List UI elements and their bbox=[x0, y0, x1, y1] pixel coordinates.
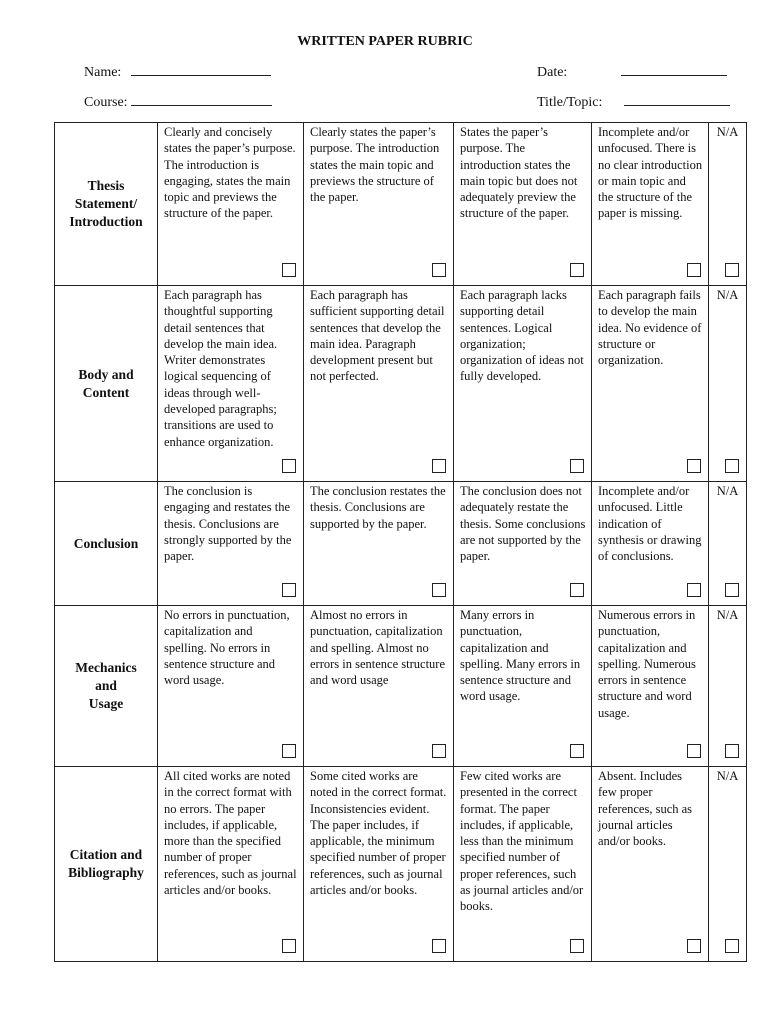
na-cell bbox=[709, 286, 747, 482]
cell-description: The conclusion restates the thesis. Conclusions are supported by the paper. bbox=[310, 484, 446, 531]
rubric-row-conclusion bbox=[55, 482, 747, 606]
score-checkbox[interactable] bbox=[282, 939, 296, 953]
date-field[interactable] bbox=[537, 63, 727, 81]
rubric-cell-level-4 bbox=[592, 123, 709, 286]
title-topic-label: Title/Topic: bbox=[537, 95, 603, 110]
date-blank[interactable] bbox=[621, 63, 727, 76]
name-blank[interactable] bbox=[131, 63, 271, 76]
na-label: N/A bbox=[716, 769, 739, 783]
rubric-cell-level-2 bbox=[304, 123, 454, 286]
score-checkbox[interactable] bbox=[570, 583, 584, 597]
na-checkbox[interactable] bbox=[725, 744, 739, 758]
score-checkbox[interactable] bbox=[687, 939, 701, 953]
score-checkbox[interactable] bbox=[432, 939, 446, 953]
rubric-cell-level-4 bbox=[592, 482, 709, 606]
cell-description: The conclusion is engaging and restates the thesis. Conclusions are strongly supported by the paper. bbox=[164, 484, 292, 564]
rubric-cell-level-1 bbox=[158, 482, 304, 606]
rubric-cell-level-3 bbox=[454, 767, 592, 962]
rubric-cell-level-3 bbox=[454, 606, 592, 767]
na-checkbox[interactable] bbox=[725, 459, 739, 473]
rubric-cell-level-1 bbox=[158, 123, 304, 286]
criterion-heading-text: Conclusion bbox=[73, 535, 139, 551]
na-cell bbox=[709, 123, 747, 286]
cell-description: Clearly and concisely states the paper’s purpose. The introduction is engaging, states the main topic and previews the structure of the paper. bbox=[164, 125, 296, 221]
course-field[interactable] bbox=[84, 93, 272, 111]
na-cell bbox=[709, 767, 747, 962]
criterion-heading bbox=[55, 606, 158, 767]
score-checkbox[interactable] bbox=[432, 583, 446, 597]
criterion-heading-text: Mechanics and Usage bbox=[75, 660, 137, 711]
score-checkbox[interactable] bbox=[570, 939, 584, 953]
na-checkbox[interactable] bbox=[725, 939, 739, 953]
course-label: Course: bbox=[84, 95, 128, 110]
cell-description: Each paragraph has thoughtful supporting detail sentences that develop the main idea. Writer demonstrates logical sequencing of ideas through well-developed paragraphs; transitions are used to enhance organization. bbox=[164, 288, 278, 449]
score-checkbox[interactable] bbox=[687, 583, 701, 597]
score-checkbox[interactable] bbox=[570, 263, 584, 277]
criterion-heading bbox=[55, 286, 158, 482]
score-checkbox[interactable] bbox=[432, 744, 446, 758]
cell-description: Incomplete and/or unfocused. Little indication of synthesis or drawing of conclusions. bbox=[598, 484, 702, 564]
rubric-cell-level-2 bbox=[304, 767, 454, 962]
rubric-cell-level-2 bbox=[304, 606, 454, 767]
cell-description: Few cited works are presented in the correct format. The paper includes, if applicable, less than the minimum specified number of proper references, such as journal articles and/or books. bbox=[460, 769, 584, 914]
rubric-cell-level-2 bbox=[304, 482, 454, 606]
rubric-cell-level-4 bbox=[592, 606, 709, 767]
cell-description: Each paragraph has sufficient supporting detail sentences that develop the main idea. Paragraph development present but not perfected. bbox=[310, 288, 445, 384]
score-checkbox[interactable] bbox=[432, 459, 446, 473]
score-checkbox[interactable] bbox=[687, 744, 701, 758]
name-label: Name: bbox=[84, 65, 122, 80]
cell-description: States the paper’s purpose. The introduction states the main topic but does not adequately preview the structure of the paper. bbox=[460, 125, 578, 221]
score-checkbox[interactable] bbox=[282, 459, 296, 473]
score-checkbox[interactable] bbox=[687, 263, 701, 277]
cell-description: Each paragraph lacks supporting detail sentences. Logical organization; organization of ideas not fully developed. bbox=[460, 288, 584, 384]
na-checkbox[interactable] bbox=[725, 583, 739, 597]
na-checkbox[interactable] bbox=[725, 263, 739, 277]
title-topic-field[interactable] bbox=[537, 93, 730, 111]
date-label: Date: bbox=[537, 65, 568, 80]
score-checkbox[interactable] bbox=[432, 263, 446, 277]
criterion-heading-text: Body and Content bbox=[78, 366, 134, 400]
cell-description: Many errors in punctuation, capitalization and spelling. Many errors in sentence structure and word usage. bbox=[460, 608, 581, 704]
cell-description: Numerous errors in punctuation, capitalization and spelling. Numerous errors in sentence structure and word usage. bbox=[598, 608, 696, 720]
cell-description: The conclusion does not adequately restate the thesis. Some conclusions are not supported by the paper. bbox=[460, 484, 586, 564]
score-checkbox[interactable] bbox=[282, 744, 296, 758]
na-label: N/A bbox=[716, 608, 739, 622]
rubric-cell-level-4 bbox=[592, 767, 709, 962]
criterion-heading-text: Thesis Statement/ Introduction bbox=[69, 178, 143, 229]
score-checkbox[interactable] bbox=[282, 583, 296, 597]
title-topic-blank[interactable] bbox=[624, 93, 730, 106]
course-blank[interactable] bbox=[131, 93, 272, 106]
cell-description: Absent. Includes few proper references, such as journal articles and/or books. bbox=[598, 769, 693, 849]
cell-description: Clearly states the paper’s purpose. The introduction states the main topic and previews the structure of the paper. bbox=[310, 125, 440, 205]
rubric-cell-level-1 bbox=[158, 606, 304, 767]
rubric-cell-level-1 bbox=[158, 767, 304, 962]
rubric-row-body bbox=[55, 286, 747, 482]
criterion-heading bbox=[55, 482, 158, 606]
score-checkbox[interactable] bbox=[282, 263, 296, 277]
name-field[interactable] bbox=[84, 63, 271, 81]
rubric-cell-level-3 bbox=[454, 286, 592, 482]
rubric-row-thesis bbox=[55, 123, 747, 286]
cell-description: Almost no errors in punctuation, capitalization and spelling. Almost no errors in sentence structure and word usage bbox=[310, 608, 446, 688]
cell-description: Each paragraph fails to develop the main idea. No evidence of structure or organization. bbox=[598, 288, 702, 368]
cell-description: Some cited works are noted in the correct format. Inconsistencies evident. The paper includes, if applicable, the minimum specified number of proper references, such as journal articles and/or books. bbox=[310, 769, 447, 898]
criterion-heading bbox=[55, 123, 158, 286]
criterion-heading bbox=[55, 767, 158, 962]
na-cell bbox=[709, 606, 747, 767]
rubric-cell-level-2 bbox=[304, 286, 454, 482]
rubric-cell-level-4 bbox=[592, 286, 709, 482]
na-label: N/A bbox=[716, 484, 739, 498]
rubric-cell-level-3 bbox=[454, 482, 592, 606]
rubric-cell-level-1 bbox=[158, 286, 304, 482]
na-label: N/A bbox=[716, 288, 739, 302]
cell-description: All cited works are noted in the correct format with no errors. The paper includes, if applicable, more than the specified number of proper references, such as journal articles and/or books. bbox=[164, 769, 297, 898]
cell-description: Incomplete and/or unfocused. There is no clear introduction or main topic and the structure of the paper is missing. bbox=[598, 125, 703, 221]
score-checkbox[interactable] bbox=[687, 459, 701, 473]
rubric-row-mechanics bbox=[55, 606, 747, 767]
rubric-row-citation bbox=[55, 767, 747, 962]
na-cell bbox=[709, 482, 747, 606]
page-title: WRITTEN PAPER RUBRIC bbox=[297, 34, 473, 49]
rubric-table bbox=[54, 122, 747, 962]
score-checkbox[interactable] bbox=[570, 744, 584, 758]
cell-description: No errors in punctuation, capitalization and spelling. No errors in sentence structure and word usage. bbox=[164, 608, 290, 688]
score-checkbox[interactable] bbox=[570, 459, 584, 473]
na-label: N/A bbox=[716, 125, 739, 139]
criterion-heading-text: Citation and Bibliography bbox=[68, 847, 144, 880]
rubric-cell-level-3 bbox=[454, 123, 592, 286]
